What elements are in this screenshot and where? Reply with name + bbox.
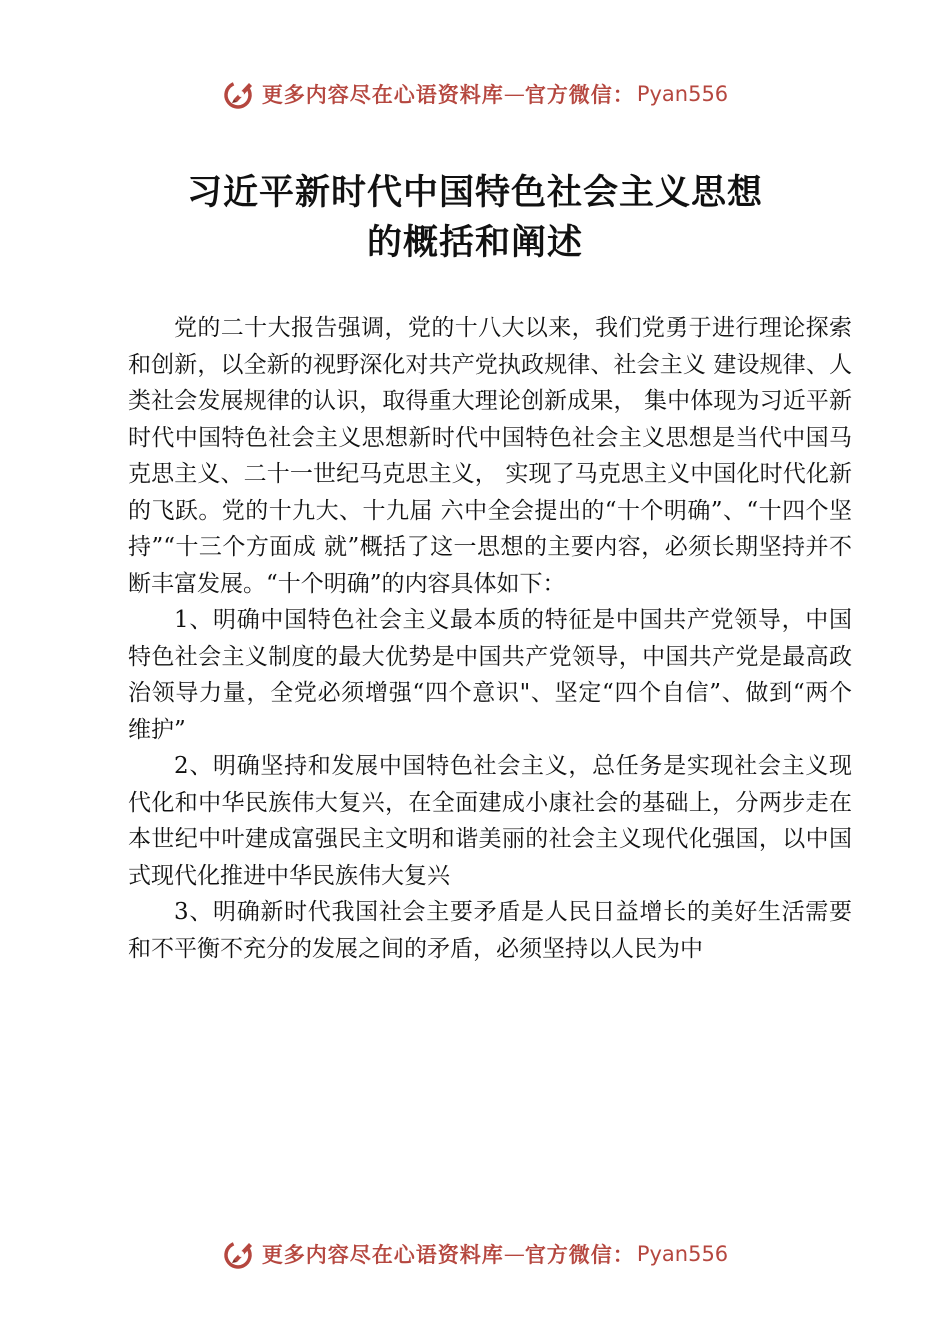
item-2-paragraph: 2、明确坚持和发展中国特色社会主义，总任务是实现社会主义现代化和中华民族伟大复兴，在全面建成小康社会的基础上，分两步走在本世纪中叶建成富强民主文明和谐美丽的社会主义现代化强国，以中国式现代化推进中华民族伟大复兴 [128,753,852,889]
watermark-wechat-id: Pyan556 [636,1242,729,1266]
title-line-2: 的概括和阐述 [366,222,583,263]
footer-watermark [0,1234,950,1274]
brush-pen-logo-icon [222,77,256,111]
title-line-1: 习近平新时代中国特色社会主义思想 [186,172,763,213]
document-title [0,168,950,268]
watermark-wechat-id: Pyan556 [636,82,729,106]
watermark-wechat-label: 官方微信： [524,1242,635,1267]
watermark-dash: — [503,82,525,106]
watermark-dash: — [503,1242,525,1266]
item-3-paragraph: 3、明确新时代我国社会主要矛盾是人民日益增长的美好生活需要和不平衡不充分的发展之间的矛盾，必须坚持以人民为中 [128,899,852,962]
watermark-text: 更多内容尽在心语资料库 [261,82,504,107]
intro-paragraph: 党的二十大报告强调，党的十八大以来，我们党勇于进行理论探索和创新，以全新的视野深化对共产党执政规律、社会主义 建设规律、人类社会发展规律的认识，取得重大理论创新成果， 集中体现为习近平新时代中国特色社会主义思想新时代中国特色社会主义思想是当代中国马克思主义、二十一世纪马克思主义， 实现了马克思主义中国化时代化新的飞跃。党的十九大、十九届 六中全会提出的“十个明确”、“十四个坚持”“十三个方面成 就”概括了这一思想的主要内容，必须长期坚持并不断丰富发展。“十个明确”的内容具体如下： [128,315,852,597]
header-watermark [0,74,950,114]
watermark-wechat-label: 官方微信： [524,82,635,107]
watermark-text: 更多内容尽在心语资料库 [261,1242,504,1267]
brush-pen-logo-icon [222,1237,256,1271]
item-1-paragraph: 1、明确中国特色社会主义最本质的特征是中国共产党领导，中国特色社会主义制度的最大优势是中国共产党领导，中国共产党是最高政治领导力量，全党必须增强“四个意识"、坚定“四个自信”、做到“两个维护” [128,607,852,743]
document-body [128,310,852,967]
